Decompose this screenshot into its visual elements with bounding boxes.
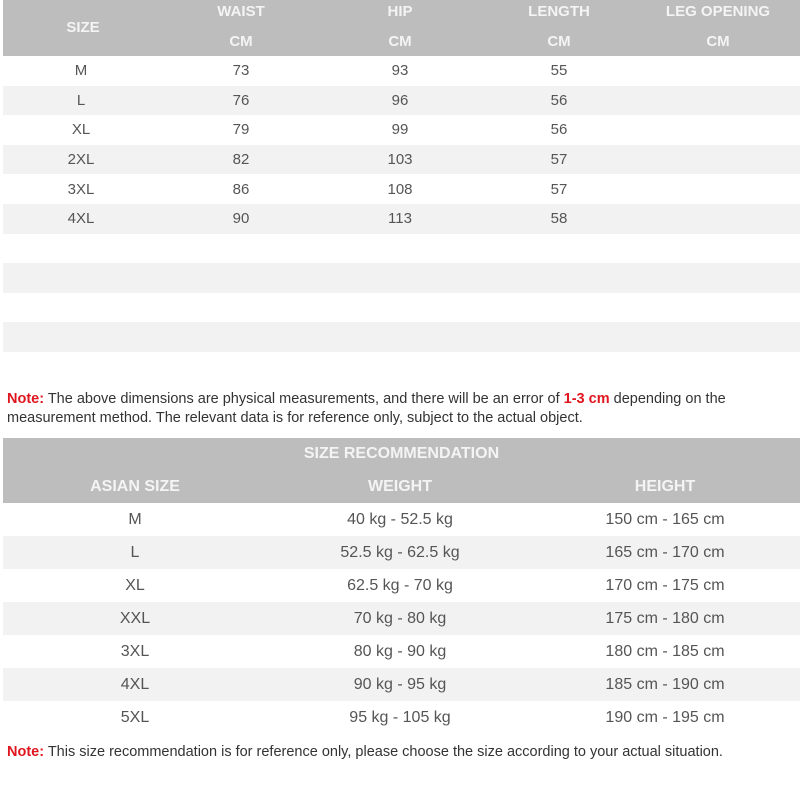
cell-height: 165 cm - 170 cm [605,544,725,561]
table-row [3,204,800,234]
table-row [3,569,800,602]
header-asian-size: ASIAN SIZE [90,478,180,495]
cell-weight: 70 kg - 80 kg [353,610,447,627]
cell-size: L [130,544,140,561]
cell-weight: 62.5 kg - 70 kg [347,577,453,594]
header-leg-opening: LEG OPENING [665,3,771,20]
note-label: Note: [7,744,45,760]
cell-height: 175 cm - 180 cm [605,610,725,627]
table-row [3,668,800,701]
cell-height: 185 cm - 190 cm [605,676,725,693]
cell-height: 180 cm - 185 cm [605,643,725,660]
table-row [3,503,800,536]
table-row [3,536,800,569]
header-leg-opening-unit: CM [706,33,730,50]
header-hip: HIP [387,3,413,20]
cell-size: L [76,91,86,109]
note-text-after: depending on the measurement method. The relevant data is for reference only, subject to the actual object. [7,391,726,426]
cell-size: 2XL [67,151,95,169]
cell-weight: 90 kg - 95 kg [353,676,447,693]
cell-hip: 108 [387,180,413,198]
table-row [3,701,800,734]
cell-size: 3XL [67,180,95,198]
cell-waist: 76 [232,91,250,109]
cell-size: 5XL [120,709,150,726]
recommendation-note [7,743,767,762]
recommendation-title: SIZE RECOMMENDATION [303,445,500,462]
cell-size: XL [125,577,145,594]
table-row [3,115,800,145]
cell-waist: 79 [232,121,250,139]
empty-row [3,293,800,323]
recommendation-table-header [3,438,800,503]
header-weight: WEIGHT [368,478,432,495]
header-size: SIZE [66,19,100,36]
measurement-table-header [3,0,800,56]
header-waist-unit: CM [229,33,253,50]
cell-weight: 52.5 kg - 62.5 kg [340,544,460,561]
cell-waist: 82 [232,151,250,169]
cell-length: 57 [550,151,568,169]
note-highlight: 1-3 cm [563,391,610,407]
table-row [3,602,800,635]
note-label: Note: [7,391,45,407]
cell-size: 4XL [67,210,95,228]
table-row [3,56,800,86]
note-text: This size recommendation is for reference only, please choose the size according to your actual situation. [44,744,723,760]
table-row [3,635,800,668]
measurement-note [7,390,797,428]
header-hip-unit: CM [388,33,412,50]
cell-length: 58 [550,210,568,228]
cell-height: 150 cm - 165 cm [605,511,725,528]
cell-height: 170 cm - 175 cm [605,577,725,594]
cell-size: M [128,511,142,528]
cell-hip: 113 [388,210,412,228]
empty-row [3,234,800,264]
cell-hip: 93 [391,62,409,80]
cell-length: 55 [550,62,568,80]
header-waist: WAIST [217,3,265,20]
cell-hip: 103 [387,151,413,169]
cell-weight: 80 kg - 90 kg [353,643,447,660]
cell-weight: 95 kg - 105 kg [349,709,451,726]
size-recommendation-table [3,438,800,734]
cell-size: 4XL [120,676,150,693]
cell-length: 57 [550,180,568,198]
cell-length: 56 [550,121,568,139]
table-row [3,174,800,204]
cell-waist: 90 [232,210,250,228]
table-row [3,86,800,116]
empty-row [3,263,800,293]
cell-height: 190 cm - 195 cm [605,709,725,726]
table-row [3,145,800,175]
cell-hip: 99 [391,121,409,139]
cell-weight: 40 kg - 52.5 kg [347,511,453,528]
header-length-unit: CM [547,33,571,50]
cell-waist: 73 [232,62,250,80]
header-length: LENGTH [528,3,590,20]
cell-hip: 96 [391,91,409,109]
cell-length: 56 [550,91,568,109]
cell-size: 3XL [120,643,150,660]
empty-row [3,322,800,352]
cell-waist: 86 [232,180,250,198]
header-height: HEIGHT [634,478,696,495]
cell-size: XL [71,121,91,139]
note-text-before: The above dimensions are physical measurements, and there will be an error of [44,391,564,407]
cell-size: M [74,62,88,80]
cell-size: XXL [119,610,151,627]
measurement-table [3,0,800,352]
